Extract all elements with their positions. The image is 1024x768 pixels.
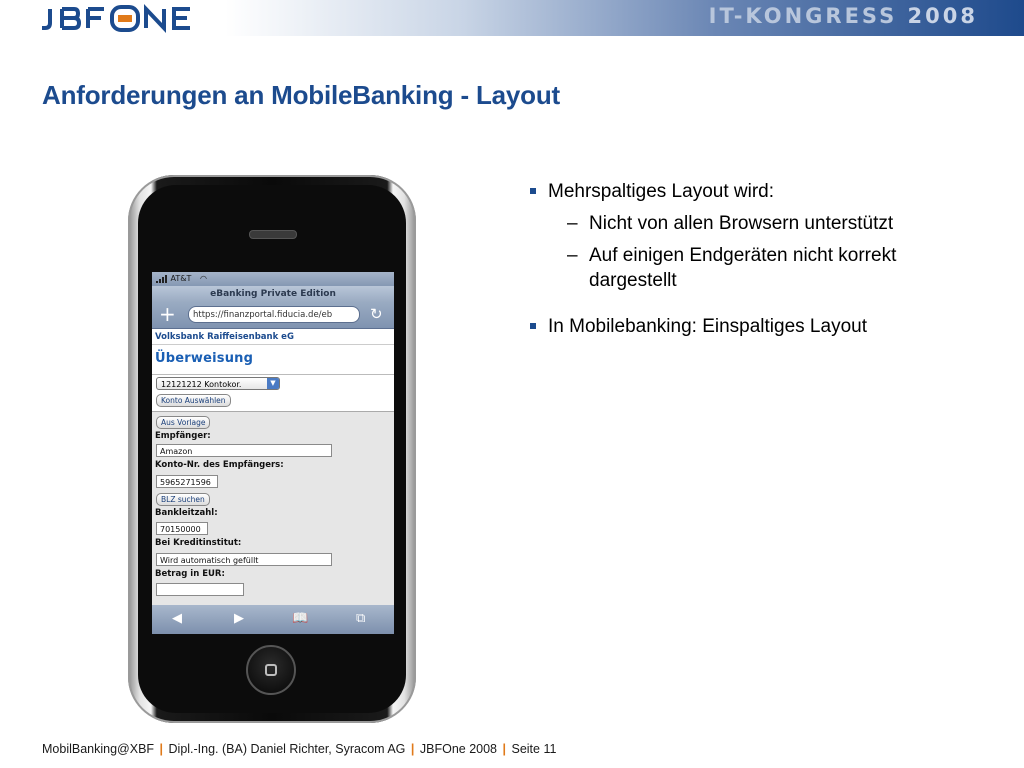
footer-separator: |: [502, 742, 506, 756]
phone-speaker: [249, 230, 297, 239]
kontonr-label: Konto-Nr. des Empfängers:: [155, 460, 284, 470]
chevron-down-icon: ▼: [267, 378, 279, 389]
bankleitzahl-label: Bankleitzahl:: [155, 508, 218, 518]
reload-icon[interactable]: ↻: [370, 305, 383, 323]
header-bar: [0, 0, 1024, 36]
footer-author: Dipl.-Ing. (BA) Daniel Richter, Syracom AG: [168, 742, 406, 756]
kongress-text: IT-KONGRESS: [708, 4, 898, 28]
browser-toolbar: [152, 605, 394, 634]
footer: [42, 742, 556, 756]
footer-event: JBFOne 2008: [419, 742, 498, 756]
back-arrow-icon[interactable]: ◀: [172, 611, 182, 626]
empfaenger-input[interactable]: Amazon: [156, 444, 332, 457]
jbfone-logo: [40, 3, 212, 33]
kreditinstitut-label: Bei Kreditinstitut:: [155, 538, 242, 548]
bullet-text: Mehrspaltiges Layout wird:: [548, 181, 774, 202]
bullet-square-icon: [530, 188, 536, 194]
blz-suchen-button[interactable]: BLZ suchen: [156, 493, 210, 506]
web-page: [152, 329, 394, 412]
slide-title: Anforderungen an MobileBanking - Layout: [42, 80, 560, 110]
bank-name: Volksbank Raiffeisenbank eG: [152, 329, 394, 345]
iphone-mockup: [128, 175, 416, 723]
account-select-value: 12121212 Kontokor.: [161, 380, 242, 389]
kontonr-input[interactable]: 5965271596: [156, 475, 218, 488]
konto-auswaehlen-button[interactable]: Konto Auswählen: [156, 394, 231, 407]
url-field[interactable]: https://finanzportal.fiducia.de/eb: [188, 306, 360, 323]
empfaenger-label: Empfänger:: [155, 431, 211, 441]
bankleitzahl-input[interactable]: 70150000: [156, 522, 208, 535]
betrag-input[interactable]: [156, 583, 244, 596]
pages-icon[interactable]: ⧉: [356, 611, 366, 626]
signal-icon: [156, 275, 168, 283]
aus-vorlage-button[interactable]: Aus Vorlage: [156, 416, 210, 429]
browser-title: eBanking Private Edition: [152, 286, 394, 302]
footer-separator: |: [159, 742, 164, 756]
wifi-icon: ◠: [199, 274, 207, 283]
dash-icon: –: [567, 213, 578, 234]
footer-page-number: Seite 11: [511, 742, 557, 756]
kongress-label: [709, 4, 978, 28]
phone-screen: [152, 272, 394, 634]
account-select[interactable]: [156, 377, 280, 390]
kreditinstitut-input[interactable]: Wird automatisch gefüllt: [156, 553, 332, 566]
sub-bullet-text: Nicht von allen Browsern unterstützt: [589, 213, 894, 234]
footer-separator: |: [410, 742, 415, 756]
bullet-text: In Mobilebanking: Einspaltiges Layout: [548, 316, 867, 337]
footer-topic: MobilBanking@XBF: [42, 742, 155, 756]
bookmarks-icon[interactable]: 📖: [292, 611, 309, 626]
carrier-name: AT&T: [170, 274, 192, 283]
dash-icon: –: [567, 245, 578, 266]
home-square-icon: [265, 664, 277, 676]
add-bookmark-icon[interactable]: +: [159, 302, 176, 326]
page-heading: Überweisung: [152, 345, 394, 375]
browser-url-bar: [152, 302, 394, 329]
sub-bullet-text: Auf einigen Endgeräten nicht korrekt dargestellt: [589, 245, 897, 291]
forward-arrow-icon[interactable]: ▶: [234, 611, 244, 626]
kongress-year: 2008: [907, 4, 978, 28]
home-button: [246, 645, 296, 695]
status-bar: [152, 272, 394, 286]
betrag-label: Betrag in EUR:: [155, 569, 225, 579]
transfer-form: [152, 412, 394, 602]
bullet-square-icon: [530, 323, 536, 329]
account-section: [152, 375, 394, 412]
